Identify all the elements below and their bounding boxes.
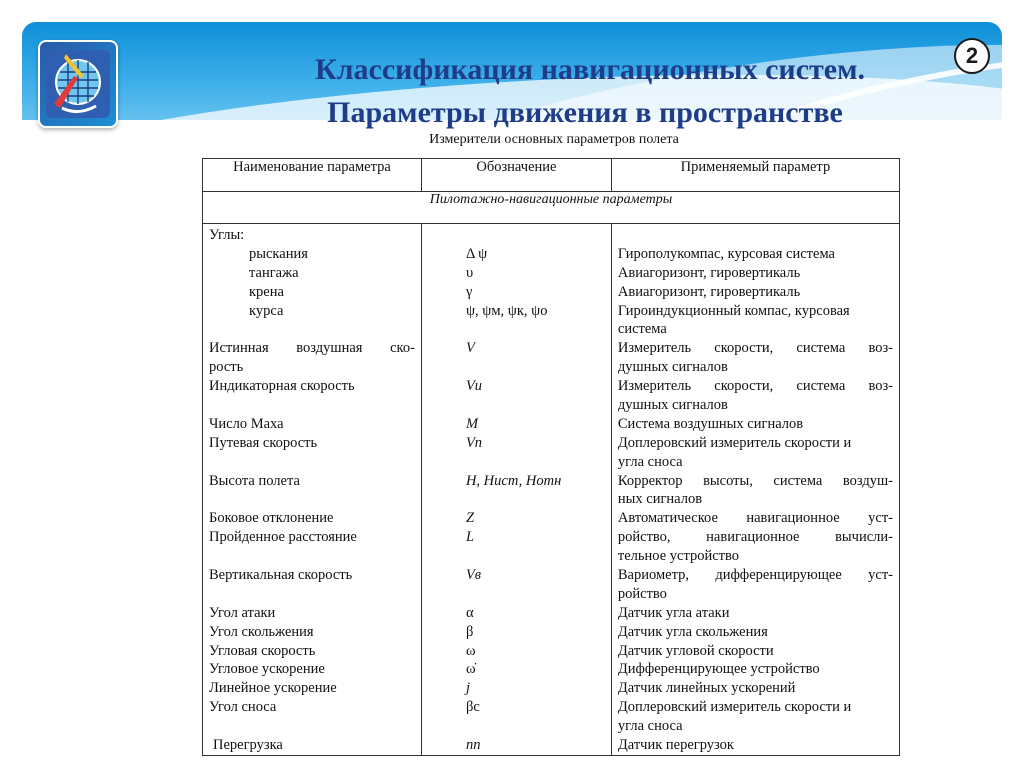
symbol-line: α xyxy=(465,604,474,621)
parameters-table xyxy=(202,158,900,756)
param-line: рыскания xyxy=(249,245,308,262)
device-line: Датчик перегрузок xyxy=(617,737,734,754)
section-row xyxy=(203,192,900,224)
symbol-line xyxy=(428,396,605,415)
device-line xyxy=(618,226,893,245)
header-symbol: Обозначение xyxy=(421,159,611,192)
param-line: Угол сноса xyxy=(209,699,277,716)
param-line xyxy=(209,585,415,604)
device-line: Датчик линейных ускорений xyxy=(617,680,796,697)
device-line: Система воздушных сигналов xyxy=(617,415,804,432)
param-line xyxy=(209,396,415,415)
device-line: Датчик угловой скорости xyxy=(617,642,774,659)
parameter-name-column xyxy=(203,224,422,756)
device-line: душных сигналов xyxy=(617,397,728,414)
param-line xyxy=(209,320,415,339)
param-line: Боковое отклонение xyxy=(209,510,334,527)
header-parameter-name: Наименование параметра xyxy=(203,159,422,192)
symbol-line xyxy=(428,547,605,566)
param-line: Перегрузка xyxy=(213,737,283,754)
device-line: Датчик угла атаки xyxy=(617,604,730,621)
param-line: Высота полета xyxy=(209,472,300,489)
section-title: Пилотажно-навигационные параметры xyxy=(203,192,900,224)
param-line xyxy=(209,490,415,509)
symbol-line: j xyxy=(465,680,470,697)
param-line xyxy=(209,453,415,472)
symbol-line: Vв xyxy=(465,567,482,584)
param-line: Путевая скорость xyxy=(209,434,318,451)
device-line: ройство, навигационное вычисли- xyxy=(617,529,893,546)
param-line: Истинная воздушная ско- xyxy=(209,340,415,357)
device-line: Дифференцирующее устройство xyxy=(617,661,820,678)
symbol-line: ψ, ψм, ψк, ψо xyxy=(465,302,548,319)
device-line: тельное устройство xyxy=(617,548,739,565)
device-column xyxy=(611,224,899,756)
param-line: Число Маха xyxy=(209,415,284,432)
param-line: Угловое ускорение xyxy=(209,661,325,678)
device-line: Измеритель скорости, система воз- xyxy=(617,340,893,357)
device-line: ных сигналов xyxy=(617,491,703,508)
symbol-line: Vи xyxy=(465,378,483,395)
param-line: Угловая скорость xyxy=(209,642,316,659)
device-line: Датчик угла скольжения xyxy=(617,623,768,640)
symbol-line: υ xyxy=(465,264,474,281)
param-line: Угол атаки xyxy=(209,604,276,621)
param-line: крена xyxy=(249,283,284,300)
table-header-row xyxy=(203,159,900,192)
param-line: Вертикальная скорость xyxy=(209,567,353,584)
param-line: Угол скольжения xyxy=(209,623,314,640)
symbol-line xyxy=(428,453,605,472)
symbol-line: V xyxy=(465,340,475,357)
device-line: Вариометр, дифференцирующее уст- xyxy=(617,567,893,584)
symbol-line xyxy=(428,490,605,509)
symbol-line: Vп xyxy=(465,434,483,451)
table-body-row xyxy=(203,224,900,756)
device-line: Доплеровский измеритель скорости и xyxy=(617,699,852,716)
symbol-line: nп xyxy=(465,737,481,754)
symbol-line: ω̇ xyxy=(465,661,476,678)
device-line: угла сноса xyxy=(617,718,683,735)
symbol-line: Δ ψ xyxy=(465,245,488,262)
param-line xyxy=(209,547,415,566)
symbol-line xyxy=(428,585,605,604)
symbol-line xyxy=(428,320,605,339)
device-line: ройство xyxy=(617,585,667,602)
aviation-emblem-graphic xyxy=(40,42,116,126)
device-line: угла сноса xyxy=(617,453,683,470)
symbol-line: M xyxy=(465,415,479,432)
symbol-line xyxy=(428,358,605,377)
symbol-line: ω xyxy=(465,642,476,659)
symbol-line xyxy=(428,226,605,245)
device-line: система xyxy=(617,321,667,338)
device-line: душных сигналов xyxy=(617,359,728,376)
device-line: Автоматическое навигационное уст- xyxy=(617,510,893,527)
symbol-line: H, Hист, Hотн xyxy=(465,472,562,489)
param-line: Углы: xyxy=(209,227,245,243)
param-line: курса xyxy=(249,302,284,319)
device-line: Доплеровский измеритель скорости и xyxy=(617,434,852,451)
param-line: рость xyxy=(209,359,244,376)
device-line: Гирополукомпас, курсовая система xyxy=(617,245,835,262)
symbol-column xyxy=(421,224,611,756)
aviation-emblem-icon xyxy=(38,40,118,128)
symbol-line: L xyxy=(465,529,475,546)
slide-title: Классификация навигационных систем. xyxy=(314,53,866,86)
document-scan xyxy=(198,132,910,767)
device-line: Корректор высоты, система воздуш- xyxy=(617,472,893,489)
header-device: Применяемый параметр xyxy=(611,159,899,192)
param-line: Линейное ускорение xyxy=(209,680,337,697)
param-line: Индикаторная скорость xyxy=(209,378,355,395)
symbol-line: β xyxy=(465,623,474,640)
symbol-line: γ xyxy=(465,283,473,300)
slide-subtitle: Параметры движения в пространстве xyxy=(327,96,843,129)
page-number-badge: 2 xyxy=(954,38,990,74)
device-line: Авиагоризонт, гировертикаль xyxy=(617,264,801,281)
param-line: Пройденное расстояние xyxy=(209,529,357,546)
param-line: тангажа xyxy=(249,264,299,281)
device-line: Гироиндукционный компас, курсовая xyxy=(617,302,850,319)
device-line: Измеритель скорости, система воз- xyxy=(617,378,893,395)
symbol-line xyxy=(428,717,605,736)
symbol-line: Z xyxy=(465,510,475,527)
param-line xyxy=(209,717,415,736)
device-line: Авиагоризонт, гировертикаль xyxy=(617,283,801,300)
symbol-line: βс xyxy=(465,699,480,716)
table-caption: Измерители основных параметров полета xyxy=(429,132,679,147)
